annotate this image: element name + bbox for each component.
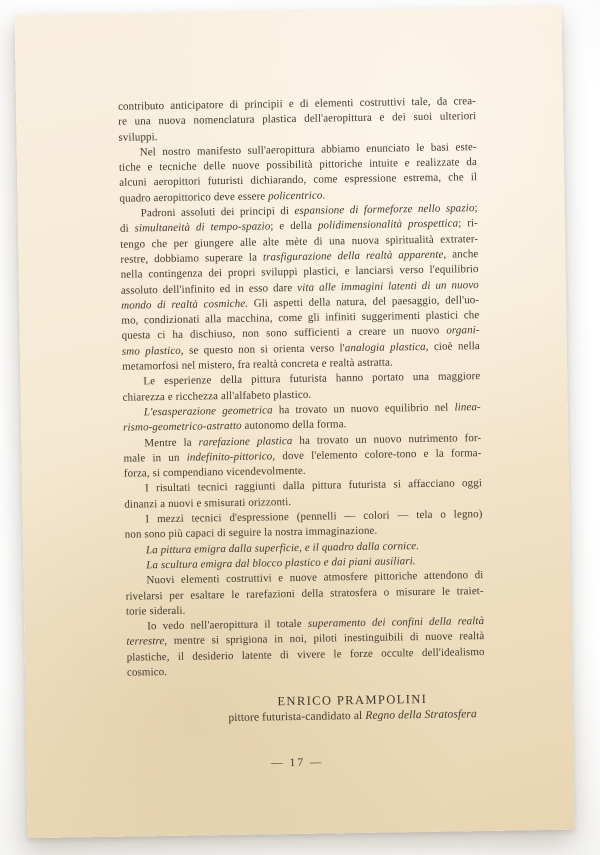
text-line: cosmico.: [126, 666, 168, 679]
text-line: forza, si compendiano vicendevolmente.: [123, 464, 306, 480]
text-line: metamorfosi nel mistero, fra realtà concreta e realtà astratta.: [122, 356, 393, 373]
text-line: I mezzi tecnici d'espressione (pennelli — colori — tela o legno): [145, 508, 483, 526]
text-line: terrestre, mentre si sprigiona in noi, piloti inestinguibili di nuove realtà: [126, 630, 485, 649]
paragraph: [119, 140, 478, 207]
text-line: plastiche, il desiderio latente di vivere le forze occulte dell'idealismo: [126, 645, 485, 664]
text-line: Nel nostro manifesto sull'aeropittura abbiamo enunciato le basi este-: [139, 140, 477, 159]
paragraph: [123, 431, 482, 483]
text-line: alcuni aeropittori futuristi dichiarando, come espressione estrema, che il: [119, 171, 478, 190]
text-line: re una nuova nomenclatura plastica dell'aeropittura e dei suoi ulteriori: [118, 110, 477, 129]
text-line: mo, condizionati alla macchina, come gli infiniti suggerimenti plastici che: [121, 309, 480, 327]
text-line: Padroni assoluti dei principi di espansione di formeforze nello spazio;: [140, 202, 478, 220]
text-line: I risultati tecnici raggiunti dalla pittura futurista si affacciano oggi: [144, 477, 483, 495]
text-line: di simultaneità di tempo-spazio; e della polidimensionalità prospettica; ri-: [119, 217, 478, 236]
paragraph: [118, 94, 477, 146]
text-line: mondo di realtà cosmiche. Gli aspetti della natura, del paesaggio, dell'uo-: [121, 293, 480, 312]
text-line: Nuovi elementi costruttivi e nuove atmosfere pittoriche attendono di: [146, 569, 484, 587]
text-line: Io vedo nell'aeropittura il totale superamento dei confini della realtà: [147, 615, 485, 633]
signature-role: pittore futurista-candidato al Regno della Stratosfera: [228, 708, 477, 725]
text-line: tengo che per giungere alle alte mète di una nuova spiritualità extrater-: [120, 232, 479, 251]
text-line: L'esasperazione geometrica ha trovato un nuovo equilibrio nel linea-: [143, 401, 481, 419]
text-line: tiche e tecniche delle nuove possibilità pittoriche intuite e realizzate da: [118, 156, 478, 174]
text-line: La pittura emigra dalla superficie, e il quadro dalla cornice.: [145, 539, 420, 556]
text-line: questa ci ha dischiuso, non sono sufficienti a creare un nuovo organi-: [121, 324, 480, 343]
signature-name: ENRICO PRAMPOLINI: [277, 692, 428, 709]
text-line: contributo anticipatore di principii e di elementi costruttivi tale, da crea-: [117, 95, 477, 113]
text-line: sviluppi.: [118, 130, 158, 144]
text-line: smo plastico, se questo non si orienta verso l'analogia plastica, cioè nella: [121, 339, 480, 358]
text-line: rismo-geometrico-astratto autonomo della forma.: [122, 418, 347, 434]
page-number: — 17 —: [271, 756, 324, 770]
signature-block: [227, 690, 477, 726]
text-line: torie siderali.: [125, 604, 186, 618]
text-line: rivelarsi per esaltare le rarefazioni della stratosfera o misurare le traiet-: [125, 584, 484, 603]
text-line: chiarezza e ricchezza all'alfabeto plastico.: [122, 388, 312, 404]
text-line: assoluto dell'infinito ed in esso dare vita alle immagini latenti di un nuovo: [120, 278, 479, 297]
text-line: non sono più capaci di seguire la nostra immaginazione.: [124, 525, 378, 541]
text-line: male in un indefinito-pittorico, dove l'elemento colore-tono e la forma-: [123, 446, 482, 465]
paragraph: [120, 201, 481, 375]
text-line: Le esperienze della pittura futurista hanno portato una maggiore: [143, 370, 481, 388]
text-block: [118, 94, 487, 774]
text-line: Mentre la rarefazione plastica ha trovato un nuovo nutrimento for-: [144, 431, 482, 449]
document-page: [15, 7, 575, 838]
text-line: restre, dobbiamo superare la trasfigurazione della realtà apparente, anche: [120, 248, 479, 266]
text-line: quadro aeropittorico deve essere policentrico.: [119, 189, 326, 205]
text-line: nella contingenza dei propri sviluppi plastici, e lanciarsi verso l'equilibrio: [120, 263, 479, 281]
paragraph: [126, 614, 485, 681]
text-line: La scultura emigra dal blocco plastico e dai piani ausiliari.: [146, 555, 416, 572]
paragraphs: [118, 94, 485, 681]
paragraph: [125, 568, 484, 620]
text-line: dinanzi a nuovi e smisurati orizzonti.: [124, 495, 292, 511]
